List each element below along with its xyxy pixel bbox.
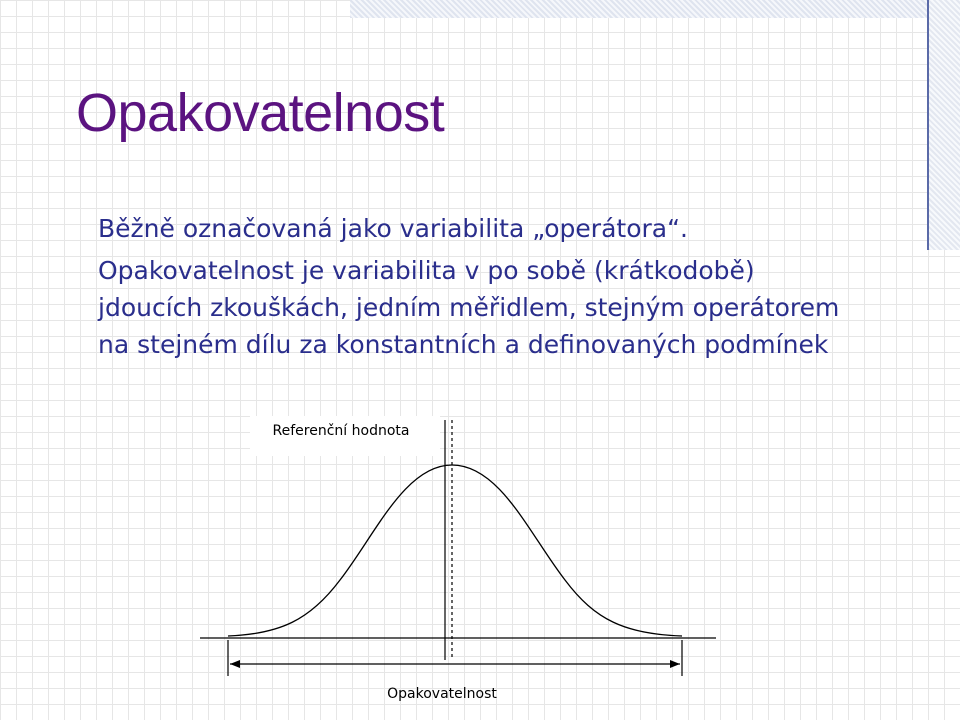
- slide-title: Opakovatelnost: [76, 83, 445, 143]
- reference-value-label: Referenční hodnota: [272, 423, 410, 439]
- distribution-curve: [228, 465, 682, 636]
- repeatability-range-label: Opakovatelnost: [387, 686, 497, 702]
- bullet-text-1: Běžně označovaná jako variabilita „operátora“.: [98, 214, 689, 243]
- bullet-text-2: Opakovatelnost je variabilita v po sobě (krátkodobě) jdoucích zkouškách, jedním měřidlem, stejným operátorem na stejném dílu za konstantních a definovaných podmínek: [98, 256, 840, 359]
